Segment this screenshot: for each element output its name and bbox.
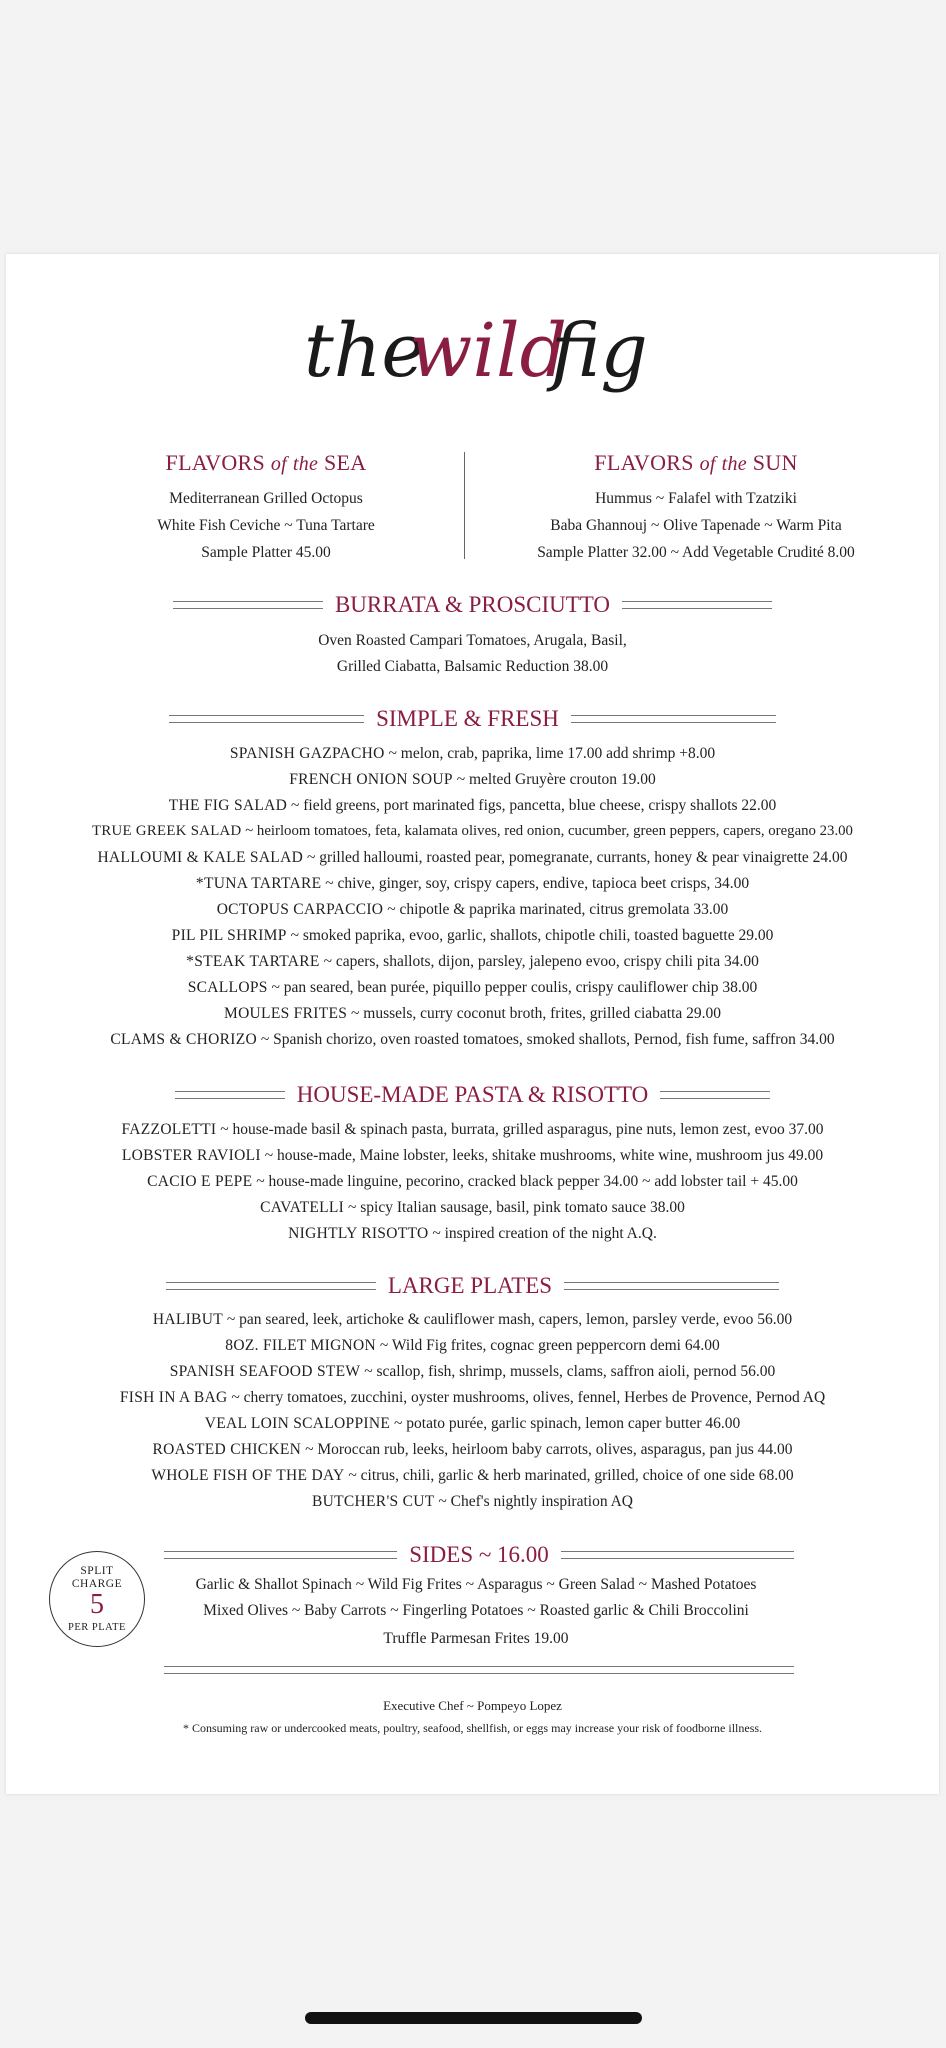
logo-the: the <box>304 308 426 394</box>
menu-card <box>6 254 939 1794</box>
divider-rule <box>564 1282 779 1290</box>
simple-fresh-heading <box>6 706 939 732</box>
sides-line: Garlic & Shallot Spinach ~ Wild Fig Frites ~ Asparagus ~ Green Salad ~ Mashed Potatoes <box>195 1576 757 1593</box>
logo-wild: wild <box>409 308 568 394</box>
split-charge-amount: 5 <box>90 1589 104 1620</box>
menu-item: BUTCHER'S CUT ~ Chef's nightly inspiration AQ <box>312 1493 633 1510</box>
flavors-sun-line: Sample Platter 32.00 ~ Add Vegetable Crudité 8.00 <box>537 544 855 561</box>
menu-item: CAVATELLI ~ spicy Italian sausage, basil, pink tomato sauce 38.00 <box>260 1199 685 1216</box>
menu-item: OCTOPUS CARPACCIO ~ chipotle & paprika marinated, citrus gremolata 33.00 <box>216 901 729 918</box>
menu-item: TRUE GREEK SALAD ~ heirloom tomatoes, feta, kalamata olives, red onion, cucumber, green peppers, capers, oregano 23.00 <box>92 823 853 839</box>
menu-item: FRENCH ONION SOUP ~ melted Gruyère crouton 19.00 <box>289 771 656 788</box>
home-indicator[interactable] <box>305 2012 642 2024</box>
divider-rule <box>571 715 776 723</box>
split-charge-label: SPLIT CHARGE <box>71 1565 123 1590</box>
foodborne-disclaimer: * Consuming raw or undercooked meats, poultry, seafood, shellfish, or eggs may increase your risk of foodborne illness. <box>182 1721 763 1735</box>
burrata-line: Grilled Ciabatta, Balsamic Reduction 38.00 <box>336 658 609 675</box>
divider-rule <box>660 1091 770 1099</box>
simple-fresh-title: SIMPLE & FRESH <box>376 706 559 731</box>
burrata-line: Oven Roasted Campari Tomatoes, Arugala, Basil, <box>318 632 627 649</box>
sides-heading <box>164 1542 794 1568</box>
sides-line: Truffle Parmesan Frites 19.00 <box>383 1630 569 1647</box>
menu-item: CACIO E PEPE ~ house-made linguine, pecorino, cracked black pepper 34.00 ~ add lobster tail + 45.00 <box>147 1173 798 1190</box>
flavors-sun-line: Hummus ~ Falafel with Tzatziki <box>595 490 797 507</box>
menu-item: FAZZOLETTI ~ house-made basil & spinach pasta, burrata, grilled asparagus, pine nuts, lemon zest, evoo 37.00 <box>121 1121 824 1138</box>
burrata-heading <box>6 592 939 618</box>
menu-item: *TUNA TARTARE ~ chive, ginger, soy, crispy capers, endive, tapioca beet crisps, 34.00 <box>195 875 750 892</box>
menu-item: HALIBUT ~ pan seared, leek, artichoke & cauliflower mash, capers, lemon, parsley verde, evoo 56.00 <box>152 1311 793 1328</box>
pasta-title: HOUSE-MADE PASTA & RISOTTO <box>296 1082 649 1107</box>
divider-rule <box>164 1551 397 1559</box>
divider-rule <box>622 601 772 609</box>
flavors-sea-column <box>66 450 466 566</box>
logo-fig: fig <box>551 308 648 394</box>
executive-chef: Executive Chef ~ Pompeyo Lopez <box>383 1698 562 1713</box>
flavors-sea-line: Mediterranean Grilled Octopus <box>169 490 363 507</box>
burrata-title: BURRATA & PROSCIUTTO <box>334 592 611 617</box>
sides-line: Mixed Olives ~ Baby Carrots ~ Fingerling Potatoes ~ Roasted garlic & Chili Broccolini <box>203 1602 749 1619</box>
large-plates-title: LARGE PLATES <box>387 1273 553 1298</box>
menu-item: MOULES FRITES ~ mussels, curry coconut broth, frites, grilled ciabatta 29.00 <box>223 1005 722 1022</box>
flavors-sun-column <box>486 450 906 566</box>
flavors-sea-line: White Fish Ceviche ~ Tuna Tartare <box>157 517 375 534</box>
menu-item: WHOLE FISH OF THE DAY ~ citrus, chili, garlic & herb marinated, grilled, choice of one side 68.00 <box>151 1467 794 1484</box>
menu-item: SPANISH GAZPACHO ~ melon, crab, paprika, lime 17.00 add shrimp +8.00 <box>229 745 716 762</box>
divider-rule <box>561 1551 794 1559</box>
split-charge-per-plate: PER PLATE <box>68 1622 126 1633</box>
pasta-heading <box>6 1082 939 1108</box>
menu-item: LOBSTER RAVIOLI ~ house-made, Maine lobster, leeks, shitake mushrooms, white wine, mushroom jus 49.00 <box>121 1147 824 1164</box>
flavors-sea-title: FLAVORS of the SEA <box>165 450 367 475</box>
menu-item: ROASTED CHICKEN ~ Moroccan rub, leeks, heirloom baby carrots, olives, asparagus, pan jus 44.00 <box>152 1441 793 1458</box>
divider-rule <box>173 601 323 609</box>
split-charge-badge <box>49 1551 145 1647</box>
divider-rule <box>175 1091 285 1099</box>
menu-item: VEAL LOIN SCALOPPINE ~ potato purée, garlic spinach, lemon caper butter 46.00 <box>204 1415 741 1432</box>
menu-item: NIGHTLY RISOTTO ~ inspired creation of the night A.Q. <box>288 1225 657 1242</box>
column-divider <box>464 452 465 559</box>
menu-item: *STEAK TARTARE ~ capers, shallots, dijon, parsley, jalepeno evoo, crispy chili pita 34.00 <box>186 953 759 970</box>
menu-item: THE FIG SALAD ~ field greens, port marinated figs, pancetta, blue cheese, crispy shallots 22.00 <box>168 797 777 814</box>
flavors-sea-line: Sample Platter 45.00 <box>201 544 331 561</box>
divider-rule <box>166 1282 376 1290</box>
menu-item: HALLOUMI & KALE SALAD ~ grilled halloumi, roasted pear, pomegranate, currants, honey & pear vinaigrette 24.00 <box>97 849 848 866</box>
menu-item: CLAMS & CHORIZO ~ Spanish chorizo, oven roasted tomatoes, smoked shallots, Pernod, fish fume, saffron 34.00 <box>110 1031 835 1048</box>
menu-item: SPANISH SEAFOOD STEW ~ scallop, fish, shrimp, mussels, clams, saffron aioli, pernod 56.00 <box>169 1363 776 1380</box>
menu-item: PIL PIL SHRIMP ~ smoked paprika, evoo, garlic, shallots, chipotle chili, toasted baguette 29.00 <box>171 927 774 944</box>
large-plates-heading <box>6 1273 939 1299</box>
menu-item: FISH IN A BAG ~ cherry tomatoes, zucchini, oyster mushrooms, olives, fennel, Herbes de Provence, Pernod AQ <box>119 1389 826 1406</box>
flavors-sun-line: Baba Ghannouj ~ Olive Tapenade ~ Warm Pita <box>550 517 842 534</box>
logo <box>6 284 939 404</box>
menu-item: 8OZ. FILET MIGNON ~ Wild Fig frites, cognac green peppercorn demi 64.00 <box>225 1337 720 1354</box>
sides-title: SIDES ~ 16.00 <box>409 1542 549 1567</box>
flavors-sun-title: FLAVORS of the SUN <box>594 450 798 475</box>
menu-item: SCALLOPS ~ pan seared, bean purée, piquillo pepper coulis, crispy cauliflower chip 38.00 <box>187 979 758 996</box>
divider-rule <box>164 1666 794 1674</box>
divider-rule <box>169 715 364 723</box>
